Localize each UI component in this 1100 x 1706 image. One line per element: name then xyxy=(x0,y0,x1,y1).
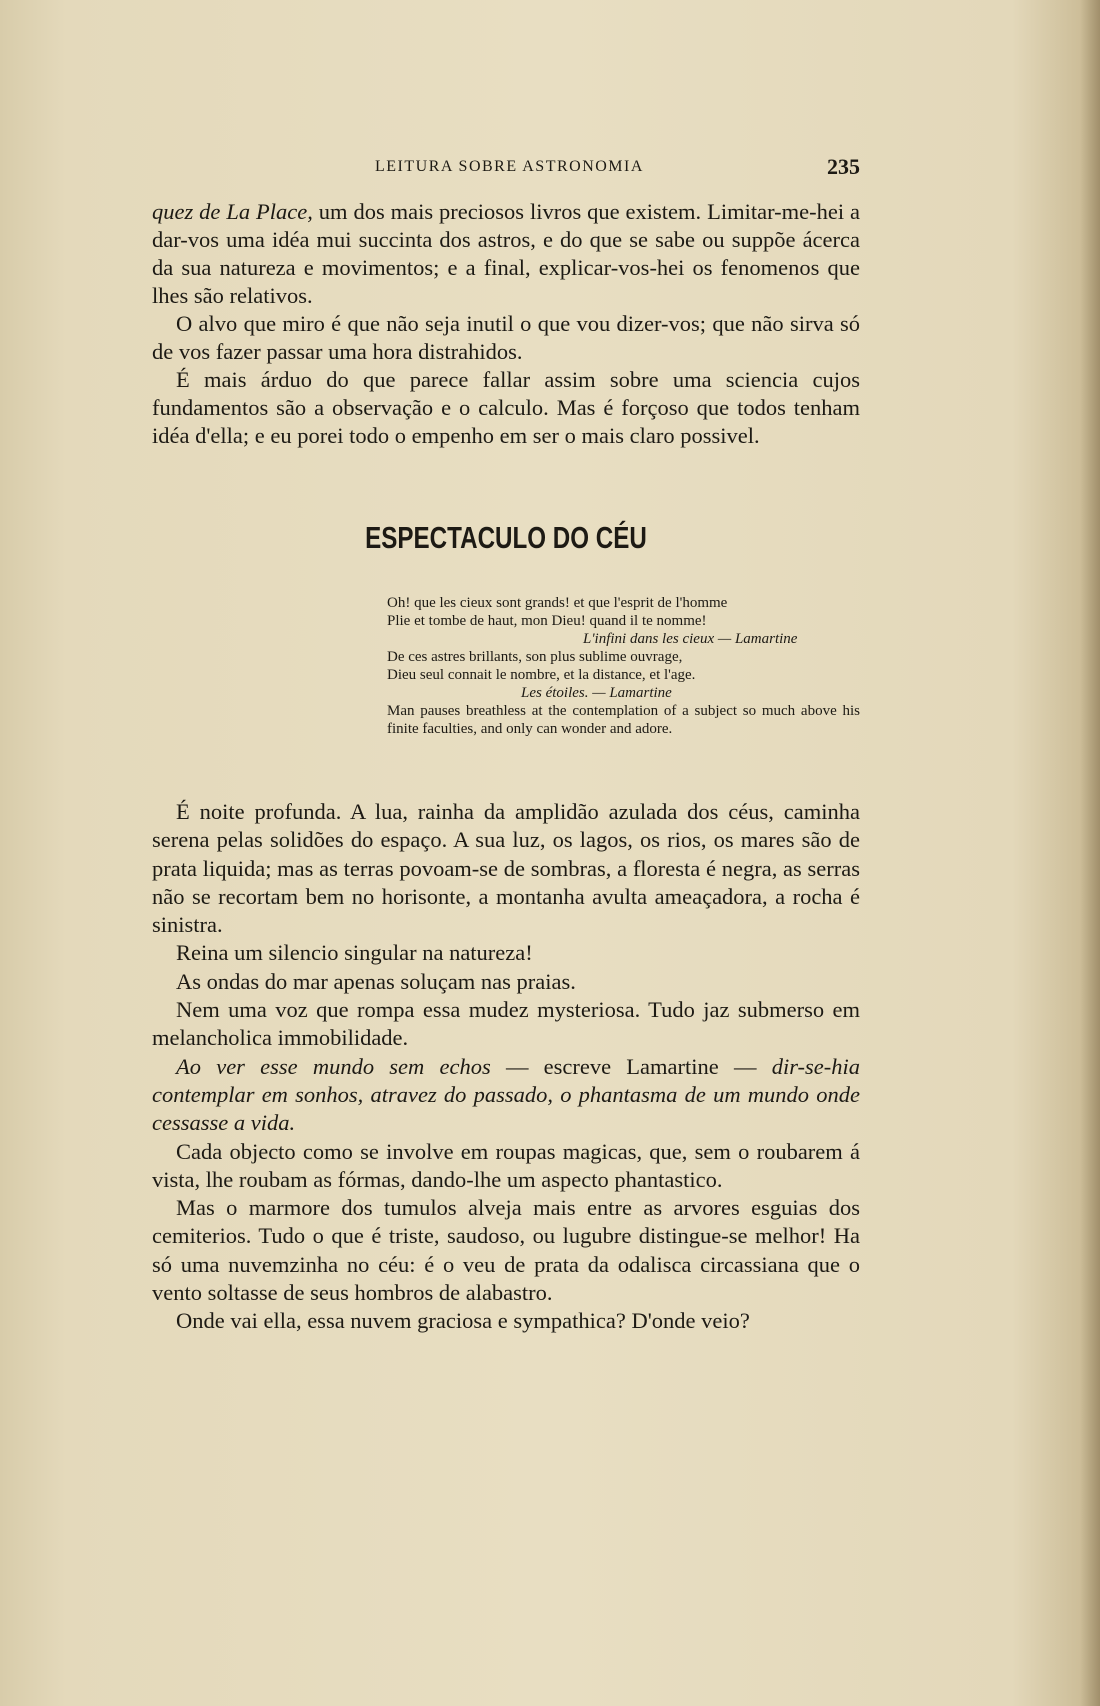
paragraph xyxy=(152,1053,860,1138)
epigraph-quote xyxy=(387,702,860,738)
section-title: ESPECTACULO DO CÉU xyxy=(365,520,647,555)
paragraph: Onde vai ella, essa nuvem graciosa e sympathica? D'onde veio? xyxy=(176,1308,750,1334)
paragraph: Nem uma voz que rompa essa mudez mysteriosa. Tudo jaz submerso em melancholica immobilidade. xyxy=(152,997,860,1051)
main-text xyxy=(152,798,860,1336)
epigraph-quote-text: Man pauses breathless at the contemplation of a subject so much above his finite faculties, and only can wonder and adore. xyxy=(387,703,860,737)
epigraph-line: Plie et tombe de haut, mon Dieu! quand il te nomme! xyxy=(387,613,707,629)
page-edge-shadow xyxy=(1080,0,1100,1706)
paragraph: O alvo que miro é que não seja inutil o que vou dizer-vos; que não sirva só de vos fazer passar uma hora distrahidos. xyxy=(152,311,860,364)
paragraph: As ondas do mar apenas soluçam nas praias. xyxy=(176,968,576,994)
paragraph: Mas o marmore dos tumulos alveja mais entre as arvores esguias dos cemiterios. Tudo o que é triste, saudoso, ou lugubre distingue-se melhor! Ha só uma nuvemzinha no céu: é o veu de prata da odalisca circassiana que o vento soltasse de seus hombros de alabastro. xyxy=(152,1195,860,1306)
paragraph: Reina um silencio singular na natureza! xyxy=(176,940,533,966)
italic-quote: dir-se-hia contemplar em sonhos, atravez do passado, o phantasma de um mundo onde cessasse a vida. xyxy=(152,1053,860,1136)
epigraph-line: Oh! que les cieux sont grands! et que l'esprit de l'homme xyxy=(387,595,728,611)
epigraph-attribution: Les étoiles. — Lamartine xyxy=(521,685,672,701)
epigraph-line: Dieu seul connait le nombre, et la distance, et l'age. xyxy=(387,667,696,683)
intro-text xyxy=(152,198,860,450)
epigraph-line: De ces astres brillants, son plus sublime ouvrage, xyxy=(387,649,683,665)
paragraph: Cada objecto como se involve em roupas magicas, que, sem o roubarem á vista, lhe roubam as fórmas, dando-lhe um aspecto phantastico. xyxy=(152,1138,860,1192)
italic-lead: quez de La Place, xyxy=(152,199,313,224)
running-head: LEITURA SOBRE ASTRONOMIA xyxy=(375,158,644,175)
page-header xyxy=(250,154,860,182)
paragraph xyxy=(152,198,860,310)
page-number: 235 xyxy=(827,154,860,179)
epigraph-attribution: L'infini dans les cieux — Lamartine xyxy=(583,631,798,647)
italic-quote: Ao ver esse mundo sem echos xyxy=(176,1053,491,1079)
paragraph: É noite profunda. A lua, rainha da amplidão azulada dos céus, caminha serena pelas solidões do espaço. A sua luz, os lagos, os rios, os mares são de prata liquida; mas as terras povoam-se de sombras, a floresta é negra, as serras não se recortam bem no horisonte, a montanha avulta ameaçadora, a rocha é sinistra. xyxy=(152,799,860,938)
epigraphs xyxy=(387,594,860,738)
paragraph-text: — escreve Lamartine — xyxy=(490,1053,772,1079)
paragraph: É mais árduo do que parece fallar assim sobre uma sciencia cujos fundamentos são a observação e o calculo. Mas é forçoso que todos tenham idéa d'ella; e eu porei todo o empenho em ser o mais claro possivel. xyxy=(152,367,860,448)
paragraph-text: um dos mais preciosos livros que existem. Limitar-me-hei a dar-vos uma idéa mui succinta dos astros, e do que se sabe ou suppõe ácerca da sua natureza e movimentos; e a final, explicar-vos-hei os fenomenos que lhes são relativos. xyxy=(152,199,860,308)
